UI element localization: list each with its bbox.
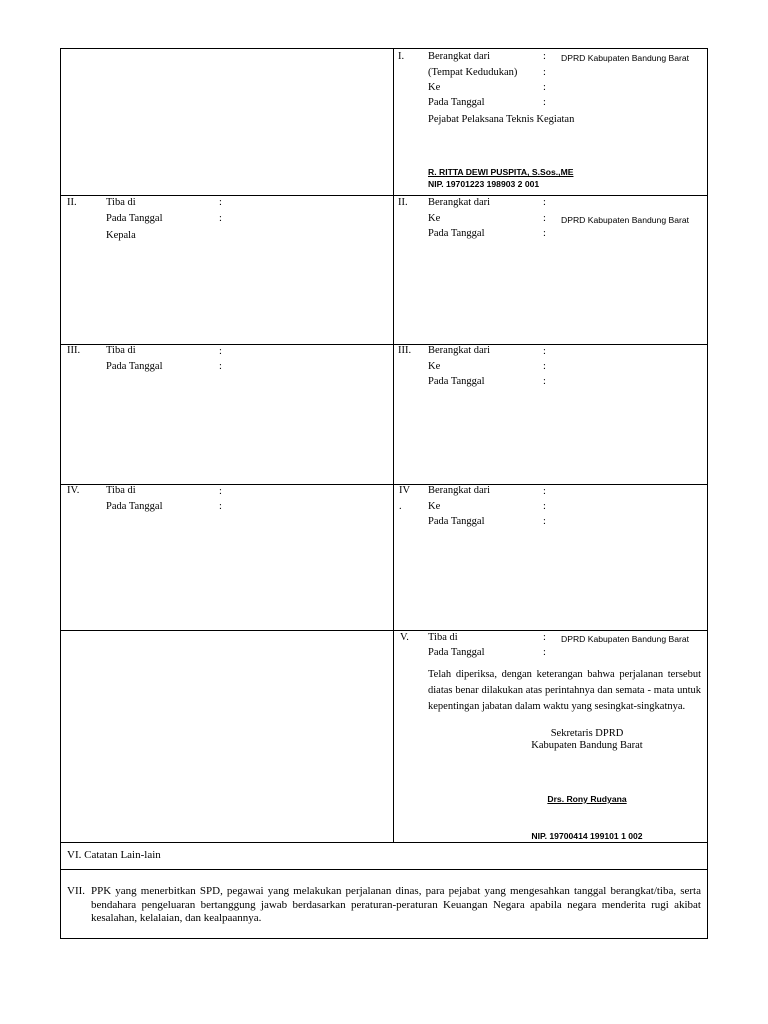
section-iii-colon-right-2: :: [543, 361, 546, 372]
section-i-label-depart-from: Berangkat dari: [428, 51, 491, 62]
row-divider-4: [61, 630, 707, 631]
section-v-arrive-value: DPRD Kabupaten Bandung Barat: [561, 634, 690, 644]
row-divider-1: [61, 195, 707, 196]
section-iv-colon-right-2: :: [543, 501, 546, 512]
section-iii-label-arrive-at: Tiba di: [106, 345, 136, 356]
section-iv-roman-right: IV: [399, 485, 411, 496]
section-iv-roman-right-dot: .: [399, 501, 402, 512]
section-v-signer-nip: NIP. 19700414 199101 1 002: [531, 831, 643, 841]
section-iv-colon-right-3: :: [543, 516, 546, 527]
section-i-colon-3: :: [543, 82, 546, 93]
section-v-label-arrive-at: Tiba di: [428, 632, 458, 643]
section-i-from-value: DPRD Kabupaten Bandung Barat: [561, 53, 690, 63]
section-i-label-date: Pada Tanggal: [428, 97, 485, 108]
section-ii-label-date-left: Pada Tanggal: [106, 213, 163, 224]
section-i-colon-4: :: [543, 97, 546, 108]
section-vii-text: PPK yang menerbitkan SPD, pegawai yang melakukan perjalanan dinas, para pejabat yang mengesahkan tanggal berangkat/tiba, serta bendahara pengeluaran bertanggung jawab berdasarkan peraturan-peraturan Keuangan Negara apabila negara menderita rugi akibat kesalahan, kelalaian, dan kealpaannya.: [91, 885, 701, 924]
section-iii-colon-right-3: :: [543, 376, 546, 387]
section-iii-label-date-right: Pada Tanggal: [428, 376, 485, 387]
section-iii-roman-right: III.: [398, 345, 412, 356]
section-i-label-to: Ke: [428, 82, 441, 93]
section-v-signer-title-2: Kabupaten Bandung Barat: [531, 740, 643, 751]
section-ii-label-head: Kepala: [106, 230, 136, 241]
section-iv-label-date-right: Pada Tanggal: [428, 516, 485, 527]
section-iv-roman-left: IV.: [67, 485, 80, 496]
section-i-official-nip: NIP. 19701223 198903 2 001: [428, 179, 540, 189]
section-iii-label-depart-from: Berangkat dari: [428, 345, 491, 356]
section-iv-colon-left-2: :: [219, 501, 222, 512]
section-v-signer-name: Drs. Rony Rudyana: [547, 794, 627, 804]
column-divider: [393, 49, 394, 842]
section-iii-label-date-left: Pada Tanggal: [106, 361, 163, 372]
section-i-colon-1: :: [543, 51, 546, 62]
row-divider-6: [61, 869, 707, 870]
section-iii-colon-left-1: :: [219, 346, 222, 357]
section-ii-colon-right-2: :: [543, 213, 546, 224]
section-ii-colon-left-2: :: [219, 213, 222, 224]
section-i-roman: I.: [398, 51, 405, 62]
section-ii-roman-left: II.: [67, 197, 77, 208]
section-iv-label-date-left: Pada Tanggal: [106, 501, 163, 512]
section-ii-to-value: DPRD Kabupaten Bandung Barat: [561, 215, 690, 225]
section-v-label-date: Pada Tanggal: [428, 647, 485, 658]
section-vii-roman: VII.: [67, 885, 86, 897]
section-iv-label-arrive-at: Tiba di: [106, 485, 136, 496]
section-i-colon-2: :: [543, 67, 546, 78]
section-ii-colon-right-3: :: [543, 228, 546, 239]
section-v-roman: V.: [400, 632, 409, 643]
section-iii-colon-left-2: :: [219, 361, 222, 372]
section-v-colon-1: :: [543, 632, 546, 643]
section-ii-colon-left-1: :: [219, 197, 222, 208]
section-i-label-origin: (Tempat Kedudukan): [428, 67, 518, 78]
section-iv-colon-left-1: :: [219, 486, 222, 497]
section-iv-colon-right-1: :: [543, 486, 546, 497]
row-divider-2: [61, 344, 707, 345]
section-iv-label-depart-from: Berangkat dari: [428, 485, 491, 496]
spd-back-page-form: [60, 48, 708, 939]
section-iii-colon-right-1: :: [543, 346, 546, 357]
section-v-statement: Telah diperiksa, dengan keterangan bahwa perjalanan tersebut diatas benar dilakukan atas perintahnya dan semata - mata untuk kepentingan jabatan dalam waktu yang sesingkat-singkatnya.: [428, 669, 701, 712]
section-ii-roman-right: II.: [398, 197, 408, 208]
section-ii-label-arrive-at: Tiba di: [106, 197, 136, 208]
section-iii-label-to: Ke: [428, 361, 441, 372]
section-vi-label: VI. Catatan Lain-lain: [67, 849, 161, 861]
section-ii-label-to: Ke: [428, 213, 441, 224]
section-ii-colon-right-1: :: [543, 197, 546, 208]
section-ii-label-depart-from: Berangkat dari: [428, 197, 491, 208]
section-i-official-title: Pejabat Pelaksana Teknis Kegiatan: [428, 114, 575, 125]
section-i-official-name: R. RITTA DEWI PUSPITA, S.Sos.,ME: [428, 167, 574, 177]
section-iii-roman-left: III.: [67, 345, 81, 356]
row-divider-3: [61, 484, 707, 485]
section-v-colon-2: :: [543, 647, 546, 658]
section-ii-label-date-right: Pada Tanggal: [428, 228, 485, 239]
section-v-signer-title-1: Sekretaris DPRD: [550, 728, 624, 739]
section-iv-label-to: Ke: [428, 501, 441, 512]
